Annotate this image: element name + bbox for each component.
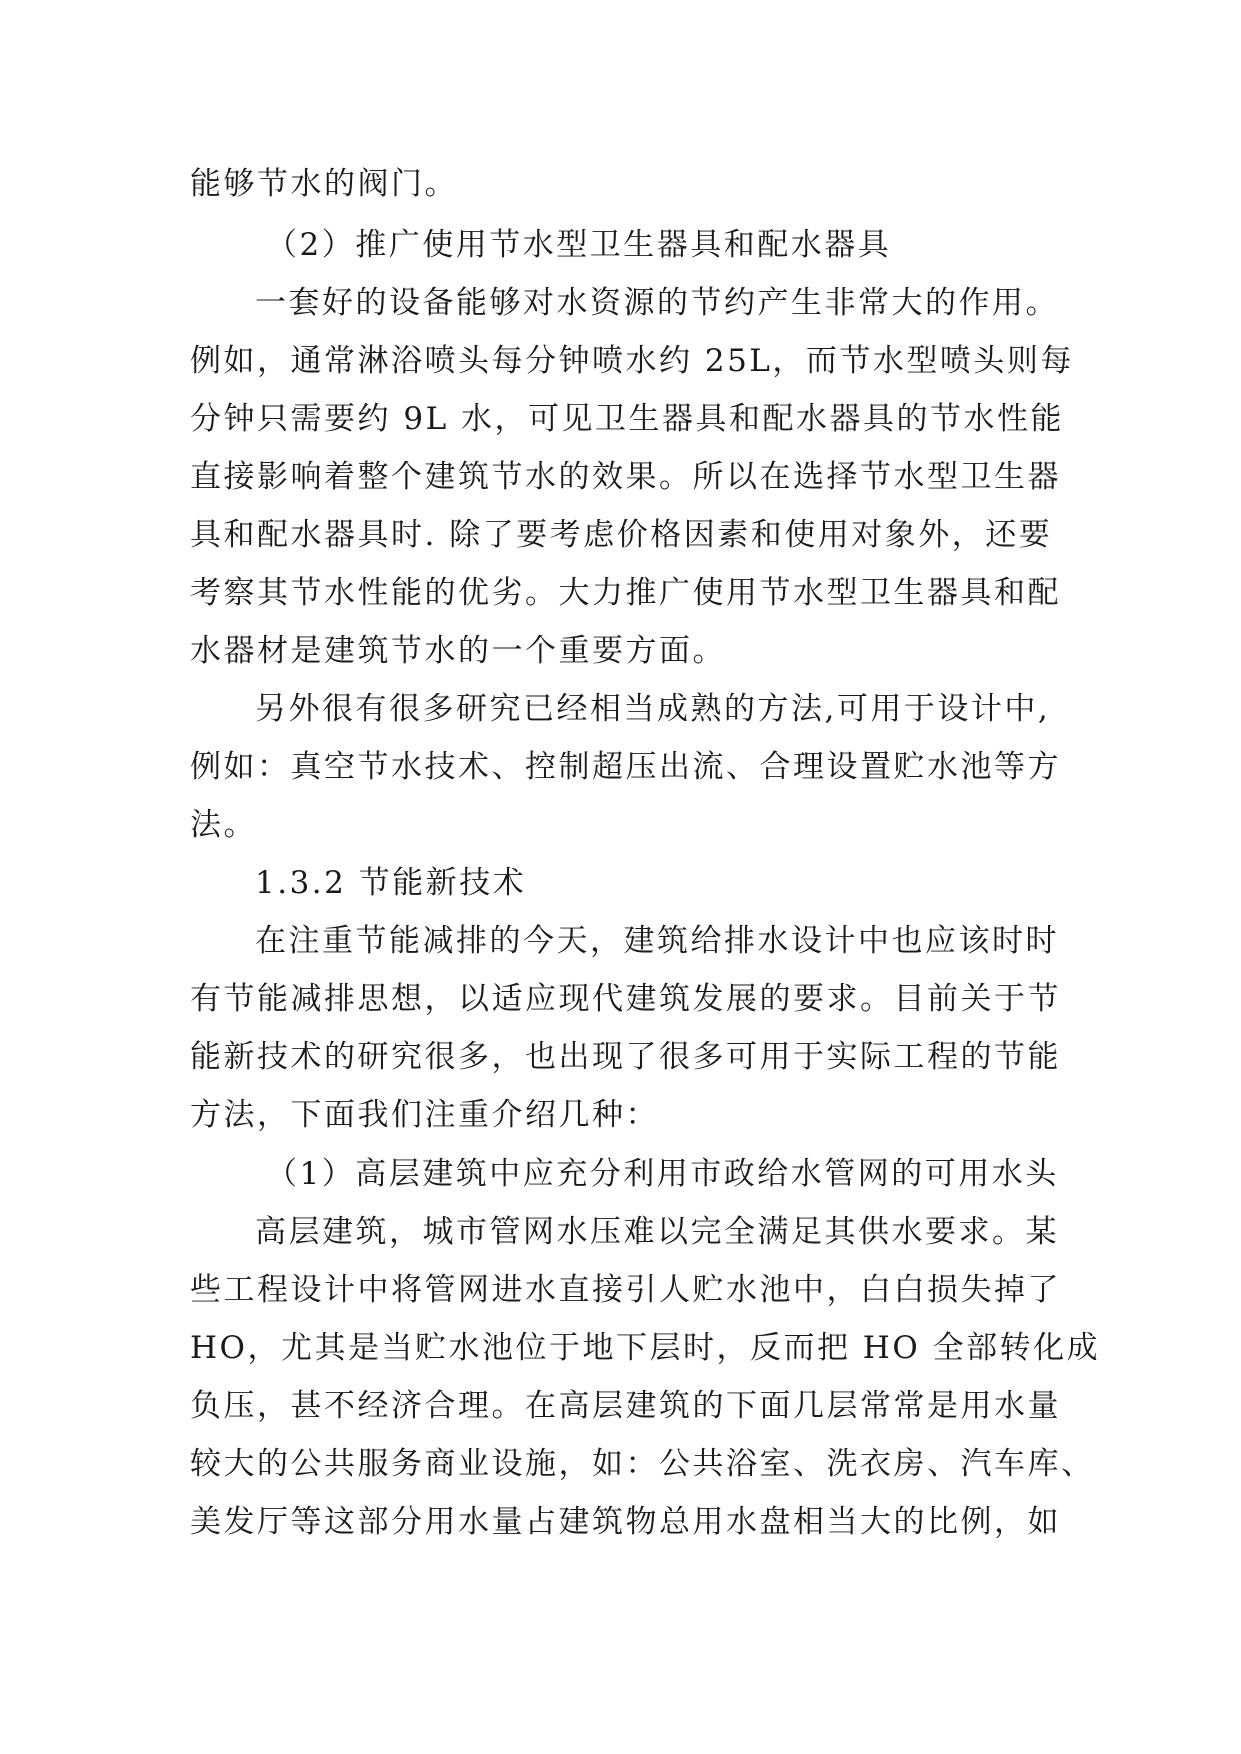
paragraph-line-11: 例如：真空节水技术、控制超压出流、合理设置贮水池等方 (190, 749, 1061, 785)
paragraph-line-19: 高层建筑，城市管网水压难以完全满足其供水要求。某 (255, 1214, 1059, 1250)
paragraph-line-24: 美发厅等这部分用水量占建筑物总用水盘相当大的比例，如 (190, 1504, 1061, 1540)
paragraph-line-17: 方法，下面我们注重介绍几种： (190, 1097, 659, 1133)
paragraph-line-3: 一套好的设备能够对水资源的节约产生非常大的作用。 (255, 285, 1059, 321)
paragraph-line-10: 另外很有很多研究已经相当成熟的方法,可用于设计中, (255, 691, 1051, 727)
paragraph-line-8: 考察其节水性能的优劣。大力推广使用节水型卫生器具和配 (190, 575, 1061, 611)
paragraph-line-4: 例如，通常淋浴喷头每分钟喷水约 25L，而节水型喷头则每 (190, 343, 1074, 379)
paragraph-line-6: 直接影响着整个建筑节水的效果。所以在选择节水型卫生器 (190, 459, 1061, 495)
subheading-water-saving-fixtures: （2）推广使用节水型卫生器具和配水器具 (266, 227, 892, 263)
paragraph-line-12: 法。 (190, 807, 257, 843)
paragraph-line-20: 些工程设计中将管网进水直接引人贮水池中，白白损失掉了 (190, 1272, 1061, 1308)
paragraph-line-22: 负压，甚不经济合理。在高层建筑的下面几层常常是用水量 (190, 1388, 1061, 1424)
paragraph-line-14: 在注重节能减排的今天，建筑给排水设计中也应该时时 (255, 923, 1059, 959)
paragraph-line-21: HO，尤其是当贮水池位于地下层时，反而把 HO 全部转化成 (190, 1330, 1101, 1366)
paragraph-line-1: 能够节水的阀门。 (190, 166, 458, 202)
paragraph-line-16: 能新技术的研究很多，也出现了很多可用于实际工程的节能 (190, 1039, 1061, 1075)
subheading-municipal-water-head: （1）高层建筑中应充分利用市政给水管网的可用水头 (266, 1156, 1059, 1192)
paragraph-line-9: 水器材是建筑节水的一个重要方面。 (190, 633, 726, 669)
paragraph-line-15: 有节能减排思想，以适应现代建筑发展的要求。目前关于节 (190, 981, 1061, 1017)
paragraph-line-5: 分钟只需要约 9L 水，可见卫生器具和配水器具的节水性能 (190, 401, 1065, 437)
paragraph-line-7: 具和配水器具时. 除了要考虑价格因素和使用对象外，还要 (190, 517, 1053, 553)
paragraph-line-23: 较大的公共服务商业设施，如：公共浴室、洗衣房、汽车库、 (190, 1446, 1095, 1482)
section-heading-1-3-2: 1.3.2 节能新技术 (255, 865, 527, 901)
